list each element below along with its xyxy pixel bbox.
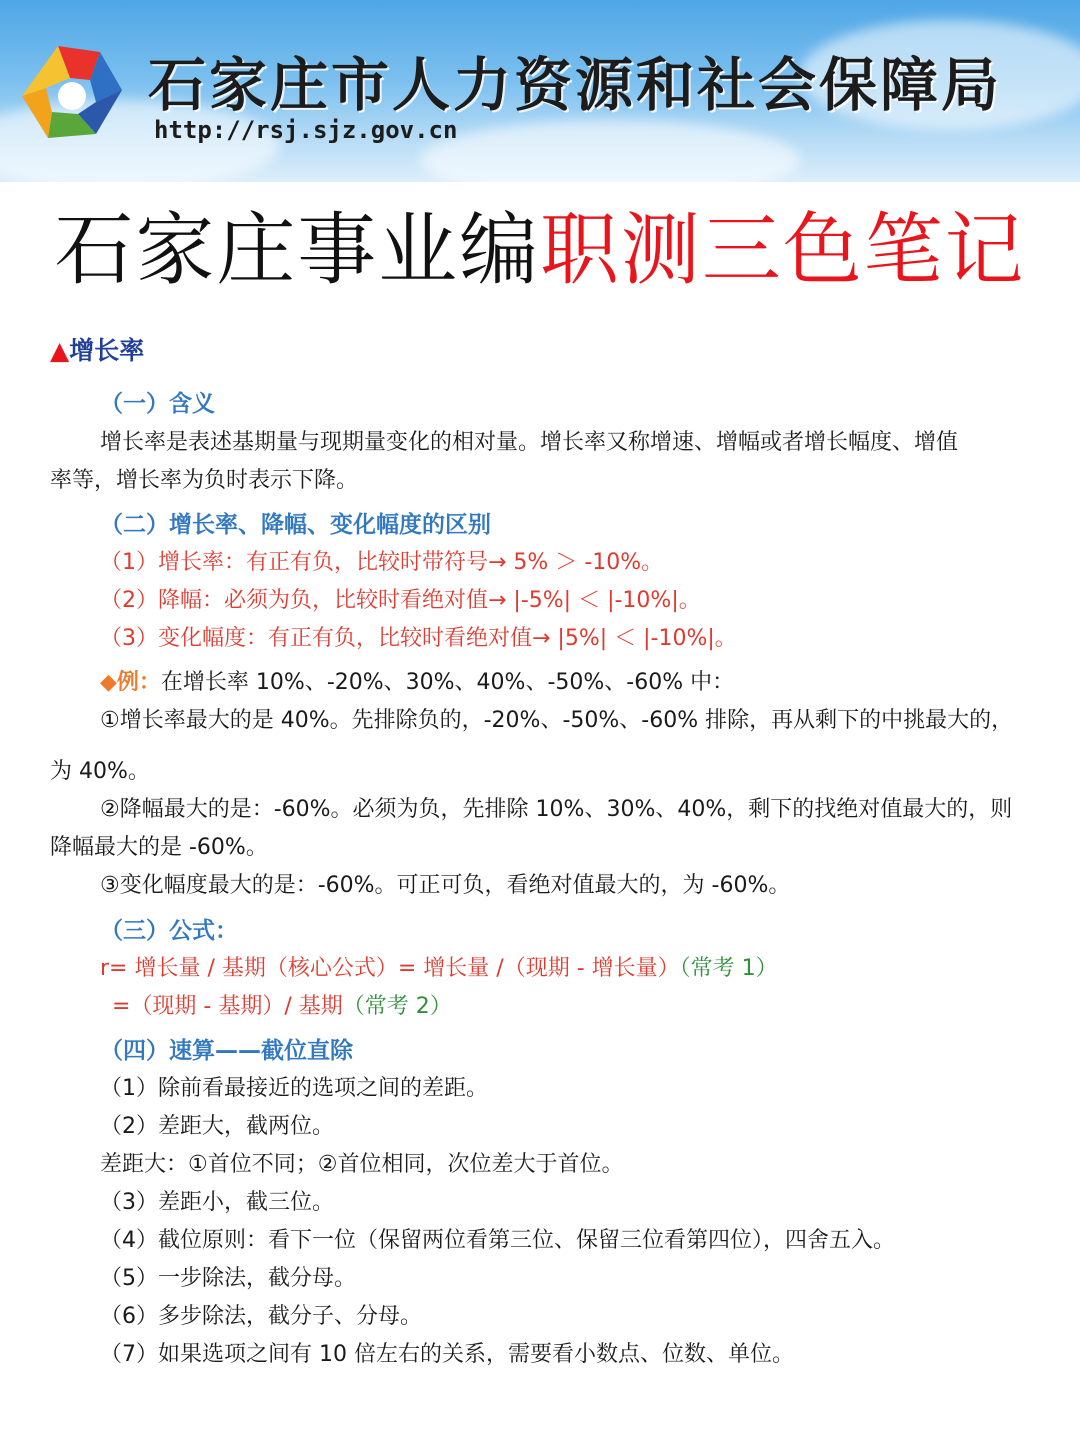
section-3-heading: （三）公式： <box>100 918 238 944</box>
example-label: ◆例： <box>100 670 161 695</box>
list-item: （6）多步除法，截分子、分母。 <box>100 1304 422 1329</box>
list-item: 差距大：①首位不同；②首位相同，次位差大于首位。 <box>100 1152 624 1177</box>
formula-note: （常考 2） <box>342 994 452 1019</box>
formula-line <box>100 954 778 984</box>
list-item: （2）降幅：必须为负，比较时看绝对值→ |-5%| ＜ |-10%|。 <box>100 588 701 613</box>
paragraph-line: 增长率是表述基期量与现期量变化的相对量。增长率又称增速、增幅或者增长幅度、增值 <box>100 430 959 455</box>
page-title <box>0 200 1080 300</box>
list-item: （1）增长率：有正有负，比较时带符号→ 5% ＞ -10%。 <box>100 550 664 575</box>
header-banner <box>0 0 1080 182</box>
formula-main: =（现期 - 基期）/ 基期 <box>112 994 343 1019</box>
formula-note: （常考 1） <box>679 956 778 981</box>
title-red: 职测三色笔记 <box>540 204 1026 296</box>
paragraph-line: 为 40%。 <box>50 759 150 784</box>
paragraph-line: ③变化幅度最大的是：-60%。可正可负，看绝对值最大的，为 -60%。 <box>100 873 791 898</box>
topic-label: 增长率 <box>69 336 145 365</box>
section-4-heading: （四）速算——截位直除 <box>100 1038 353 1064</box>
list-item: （7）如果选项之间有 10 倍左右的关系，需要看小数点、位数、单位。 <box>100 1342 794 1367</box>
bureau-logo-icon <box>18 38 126 146</box>
paragraph-line: 降幅最大的是 -60%。 <box>50 835 268 860</box>
title-black: 石家庄事业编 <box>54 204 540 296</box>
list-item: （2）差距大，截两位。 <box>100 1114 334 1139</box>
list-item: （1）除前看最接近的选项之间的差距。 <box>100 1076 488 1101</box>
example-text: 在增长率 10%、-20%、30%、40%、-50%、-60% 中： <box>160 670 735 695</box>
triangle-icon: ▲ <box>50 336 70 365</box>
formula-line <box>112 992 452 1022</box>
formula-main: r= 增长量 / 基期（核心公式）= 增长量 /（现期 - 增长量） <box>100 956 680 981</box>
topic-heading <box>50 336 144 366</box>
example-line <box>100 668 734 698</box>
org-url[interactable]: http://rsj.sjz.gov.cn <box>154 116 458 144</box>
list-item: （3）变化幅度：有正有负，比较时看绝对值→ |5%| ＜ |-10%|。 <box>100 626 737 651</box>
list-item: （3）差距小，截三位。 <box>100 1190 334 1215</box>
cloud-decoration <box>420 120 800 182</box>
section-1-heading: （一）含义 <box>100 391 215 417</box>
paragraph-line: 率等，增长率为负时表示下降。 <box>50 468 359 493</box>
list-item: （5）一步除法，截分母。 <box>100 1266 356 1291</box>
org-name: 石家庄市人力资源和社会保障局 <box>148 51 1003 119</box>
section-2-heading: （二）增长率、降幅、变化幅度的区别 <box>100 512 491 538</box>
paragraph-line: ②降幅最大的是：-60%。必须为负，先排除 10%、30%、40%，剩下的找绝对值最大的，则 <box>100 797 1013 822</box>
paragraph-line: ①增长率最大的是 40%。先排除负的，-20%、-50%、-60% 排除，再从剩下的中挑最大的， <box>100 708 1014 733</box>
list-item: （4）截位原则：看下一位（保留两位看第三位、保留三位看第四位），四舍五入。 <box>100 1228 895 1253</box>
